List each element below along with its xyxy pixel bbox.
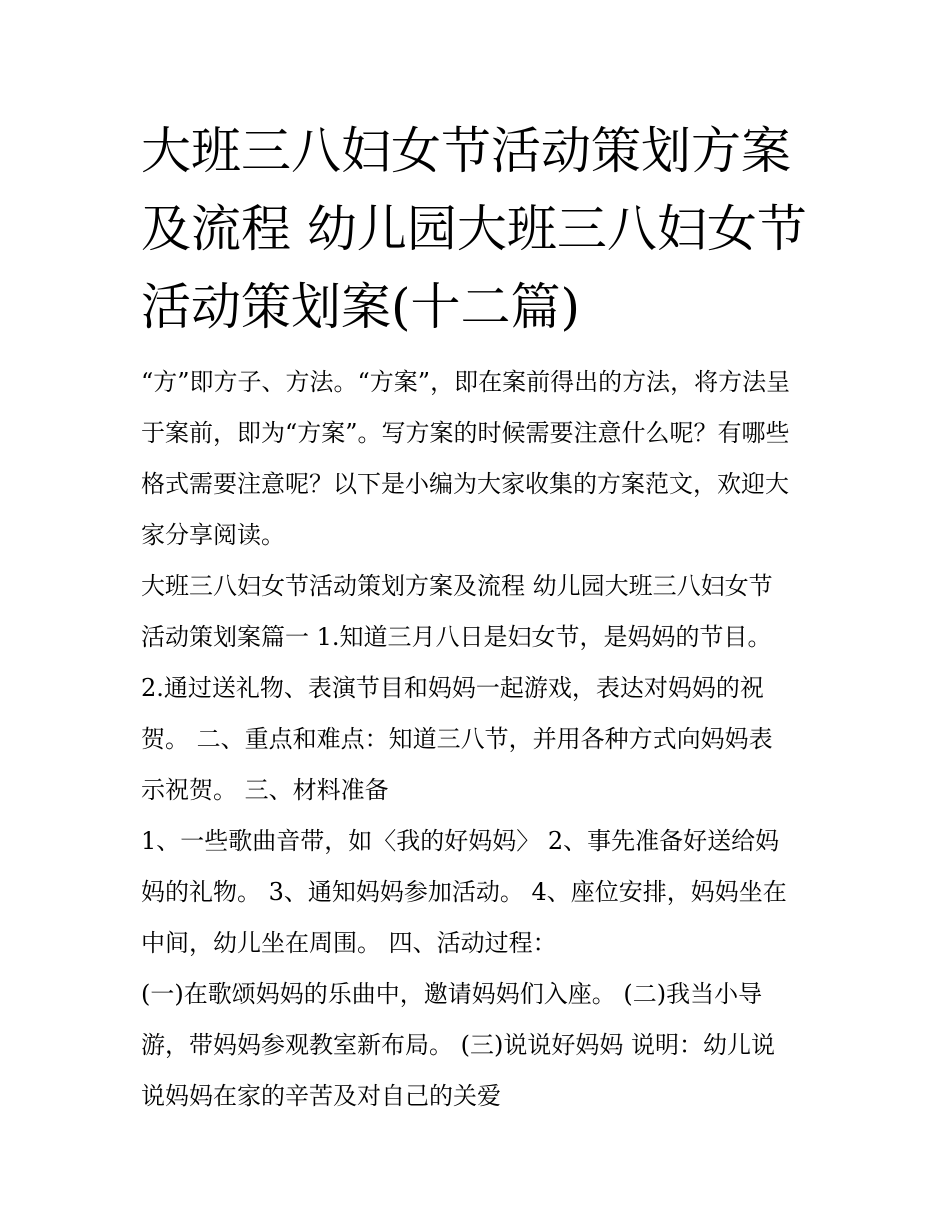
paragraph-line: 1、一些歌曲音带，如〈我的好妈妈〉 2、事先准备好送给妈: [141, 827, 780, 855]
paragraph-line: 格式需要注意呢？以下是小编为大家收集的方案范文，欢迎大: [141, 470, 789, 498]
paragraph-line: 贺。 二、重点和难点：知道三八节，并用各种方式向妈妈表: [141, 725, 773, 753]
section-one-paragraph: [141, 561, 821, 816]
title-line-3: 活动策划案(十二篇): [141, 278, 581, 336]
paragraph-line: 活动策划案篇一 1.知道三月八日是妇女节，是妈妈的节目。: [141, 623, 772, 651]
document-title: [141, 112, 821, 346]
paragraph-line: 中间，幼儿坐在周围。 四、活动过程：: [141, 929, 557, 957]
paragraph-line: 于案前，即为“方案”。写方案的时候需要注意什么呢？有哪些: [141, 419, 790, 447]
paragraph-line: 家分享阅读。: [141, 521, 285, 549]
paragraph-line: 游，带妈妈参观教室新布局。 (三)说说好妈妈 说明：幼儿说: [141, 1031, 775, 1059]
document-body: [141, 112, 821, 1122]
title-line-1: 大班三八妇女节活动策划方案: [141, 122, 791, 180]
activity-process-paragraph: [141, 969, 821, 1122]
paragraph-line: 2.通过送礼物、表演节目和妈妈一起游戏，表达对妈妈的祝: [141, 674, 764, 702]
paragraph-line: 妈的礼物。 3、通知妈妈参加活动。 4、座位安排，妈妈坐在: [141, 878, 787, 906]
paragraph-line: 示祝贺。 三、材料准备: [141, 776, 389, 804]
intro-paragraph: [141, 357, 821, 561]
title-line-2: 及流程 幼儿园大班三八妇女节: [141, 200, 807, 258]
paragraph-line: (一)在歌颂妈妈的乐曲中，邀请妈妈们入座。 (二)我当小导: [141, 980, 763, 1008]
paragraph-line: “方”即方子、方法。“方案”，即在案前得出的方法，将方法呈: [141, 368, 791, 396]
materials-paragraph: [141, 816, 821, 969]
paragraph-line: 大班三八妇女节活动策划方案及流程 幼儿园大班三八妇女节: [141, 572, 773, 600]
paragraph-line: 说妈妈在家的辛苦及对自己的关爱: [141, 1082, 501, 1110]
